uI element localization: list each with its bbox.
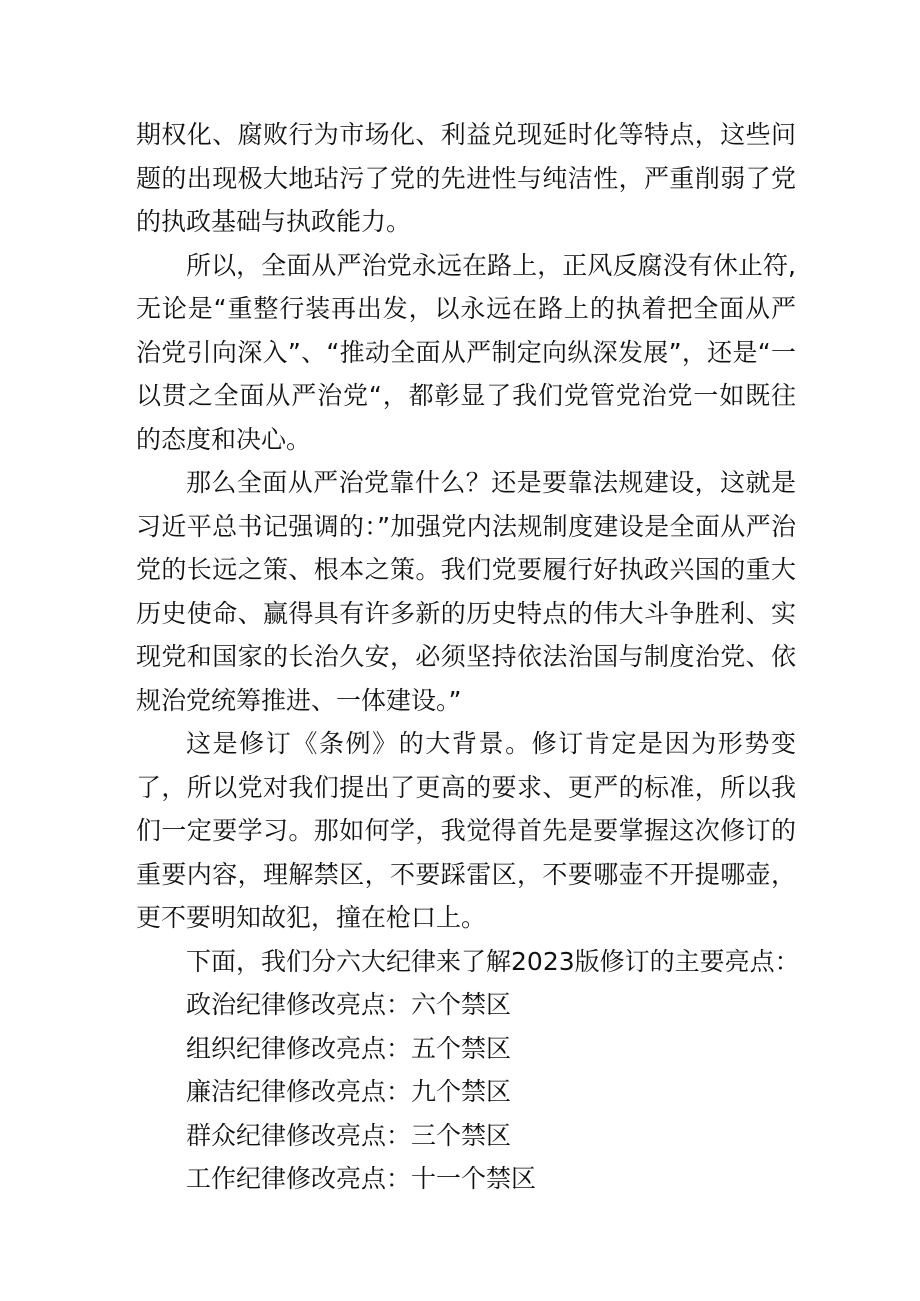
- paragraph-3: 那么全面从严治党靠什么？还是要靠法规建设，这就是习近平总书记强调的：”加强党内法规制度建设是全面从严治党的长远之策、根本之策。我们党要履行好执政兴国的重大历史使命、赢得具有许多新的历史特点的伟大斗争胜利、实现党和国家的长治久安，必须坚持依法治国与制度治党、依规治党统筹推进、一体建设。”: [136, 468, 796, 715]
- intro-line: 下面，我们分六大纪律来了解2023版修订的主要亮点：: [186, 946, 800, 976]
- highlight-work: 工作纪律修改亮点：十一个禁区: [186, 1164, 537, 1193]
- paragraph-2: 所以，全面从严治党永远在路上，正风反腐没有休止符,无论是“重整行装再出发，以永远在路上的执着把全面从严治党引向深入”、“推动全面从严制定向纵深发展”，还是“一以贯之全面从严治党“，都彰显了我们党管党治党一如既往的态度和决心。: [136, 250, 796, 454]
- paragraph-4: 这是修订《条例》的大背景。修订肯定是因为形势变了，所以党对我们提出了更高的要求、更严的标准，所以我们一定要学习。那如何学，我觉得首先是要掌握这次修订的重要内容，理解禁区，不要踩雷区，不要哪壶不开提哪壶，更不要明知故犯，撞在枪口上。: [136, 729, 796, 932]
- highlight-organizational: 组织纪律修改亮点：五个禁区: [186, 1033, 512, 1063]
- highlight-political: 政治纪律修改亮点：六个禁区: [186, 990, 512, 1019]
- highlight-mass: 群众纪律修改亮点：三个禁区: [186, 1120, 512, 1150]
- paragraph-1: 期权化、腐败行为市场化、利益兑现延时化等特点，这些问题的出现极大地玷污了党的先进性与纯洁性，严重削弱了党的执政基础与执政能力。: [136, 120, 796, 236]
- highlight-integrity: 廉洁纪律修改亮点：九个禁区: [186, 1077, 512, 1106]
- document-page: [136, 113, 800, 1201]
